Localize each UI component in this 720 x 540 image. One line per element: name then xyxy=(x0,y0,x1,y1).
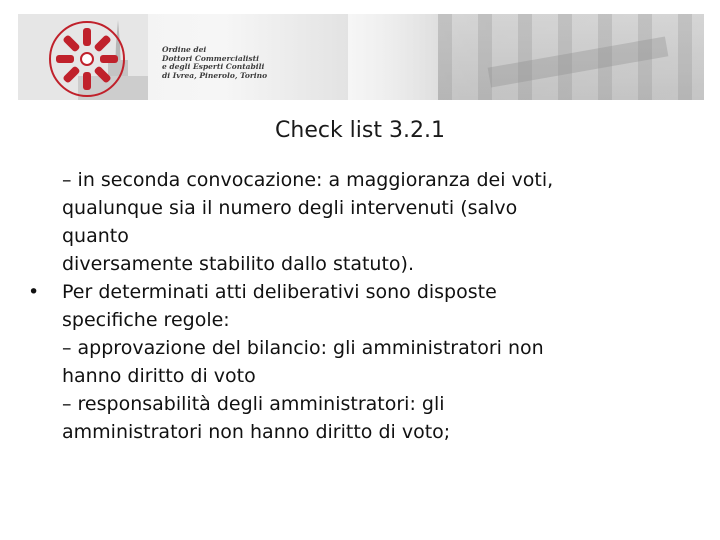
text-line: quanto xyxy=(62,225,129,247)
emblem-icon xyxy=(44,18,130,100)
slide-body xyxy=(24,166,664,446)
text-line: hanno diritto di voto xyxy=(62,365,256,387)
bullet-icon: • xyxy=(28,281,40,303)
paragraph-convocazione xyxy=(24,166,664,278)
text-line: amministratori non hanno diritto di voto; xyxy=(62,421,451,443)
org-line-2: Dottori Commercialisti xyxy=(162,53,259,63)
org-line-3: e degli Esperti Contabili xyxy=(162,62,265,71)
org-line-1: Ordine dei xyxy=(162,45,207,54)
text-line: diversamente stabilito dallo statuto). xyxy=(62,253,414,275)
text-line: specifiche regole: xyxy=(62,309,230,331)
slide-title: Check list 3.2.1 xyxy=(275,118,445,143)
organization-logo xyxy=(44,16,272,100)
text-line: Per determinati atti deliberativi sono disposte xyxy=(62,281,497,303)
org-line-4: di Ivrea, Pinerolo, Torino xyxy=(162,70,268,80)
text-line: qualunque sia il numero degli intervenuti (salvo xyxy=(62,197,518,219)
bullet-item-regole xyxy=(24,278,664,446)
header-banner xyxy=(18,14,704,100)
organization-name xyxy=(162,46,267,80)
text-line: – approvazione del bilancio: gli amministratori non xyxy=(62,337,544,359)
text-line: – in seconda convocazione: a maggioranza dei voti, xyxy=(62,169,554,191)
text-line: – responsabilità degli amministratori: gli xyxy=(62,393,445,415)
